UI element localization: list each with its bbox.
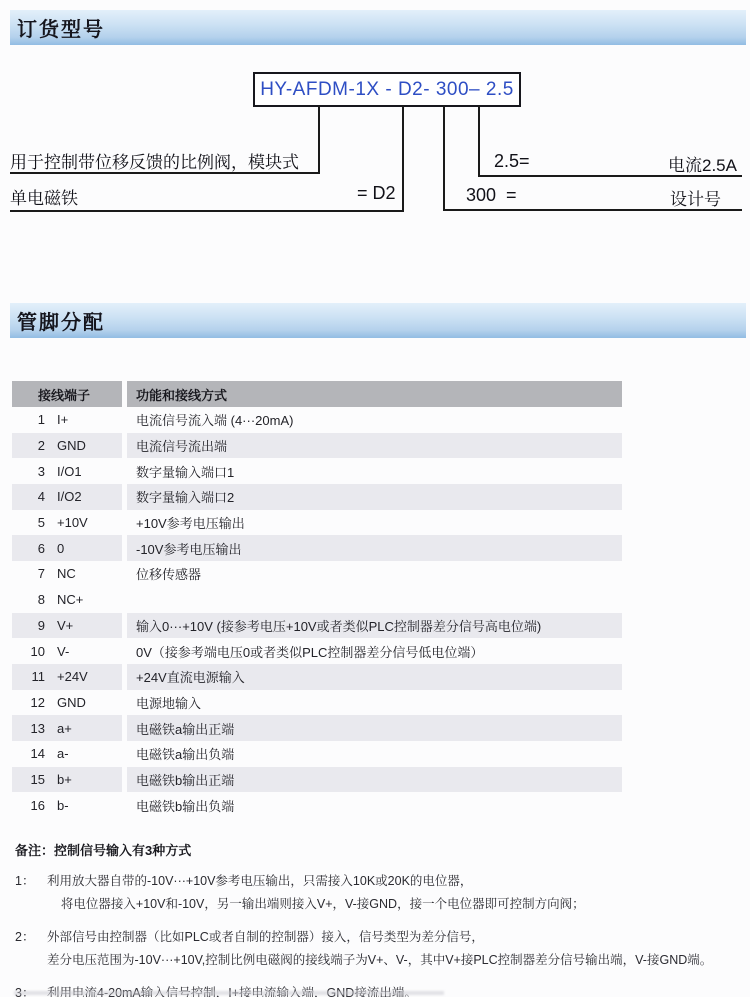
diagram-line-solenoid-horizontal [10,210,404,212]
pin-cell [12,664,122,690]
label-design-code: 300 = [466,185,517,205]
note-number: 1： [15,874,35,888]
pin-function: 电磁铁b输出负端 [136,798,235,814]
pin-table-body [12,407,622,818]
pin-number: 15 [30,771,45,787]
pin-name: GND [57,694,86,710]
note-text [47,870,585,916]
pin-function: 电源地输入 [136,695,202,711]
pin-name: b- [57,797,69,813]
pin-name: NC [57,566,76,582]
table-row [12,510,622,536]
pin-name: I/O1 [57,463,82,479]
pin-number: 2 [37,438,45,454]
pin-function: 电流信号流出端 [127,433,622,459]
section-title-pins: 管脚分配 [17,312,105,334]
table-row [12,587,622,613]
notes-list [15,870,739,997]
pin-function: 输入0···+10V (接参考电压+10V或者类似PLC控制器差分信号高电位端) [127,613,622,639]
pin-cell [12,587,122,613]
pin-number: 9 [37,617,45,633]
pin-function: 0V（接参考端电压0或者类似PLC控制器差分信号低电位端） [136,644,484,660]
pin-number: 11 [31,669,45,685]
pin-number: 10 [30,643,45,659]
pin-cell [12,715,122,741]
pin-table-header [12,381,622,407]
note-item [15,926,739,972]
table-row [12,715,622,741]
pin-number: 16 [30,797,45,813]
pin-name: a- [57,746,69,762]
table-row [12,433,622,459]
pin-function: 位移传感器 [136,567,202,583]
pin-number: 8 [37,592,45,608]
table-row [12,561,622,587]
pin-function [127,587,622,613]
pin-function: 电磁铁a输出负端 [136,747,235,763]
label-current-value: 电流2.5A [668,156,737,175]
diagram-line-valve-vertical [318,105,320,174]
pin-cell [12,741,122,767]
table-row [12,484,622,510]
pin-name: V- [57,643,70,659]
table-row [12,613,622,639]
notes-heading: 备注：控制信号输入有3种方式 [15,843,192,858]
column-header-pin: 接线端子 [12,381,122,407]
scan-artifact [14,991,444,995]
table-row [12,664,622,690]
label-valve-description: 用于控制带位移反馈的比例阀，模块式 [10,153,299,172]
label-solenoid-code: = D2 [357,183,396,203]
diagram-line-design-vertical [443,105,445,211]
pin-cell [12,690,122,716]
pin-number: 13 [30,720,45,736]
pin-function: -10V参考电压输出 [127,535,622,561]
label-current-code: 2.5= [494,151,530,171]
note-item [15,870,739,916]
note-line: 外部信号由控制器（比如PLC或者自制的控制器）接入，信号类型为差分信号， [47,930,484,944]
column-header-function: 功能和接线方式 [127,381,622,407]
pin-number: 6 [37,540,45,556]
table-row [12,407,622,433]
pin-cell [12,484,122,510]
pin-cell [12,535,122,561]
table-row [12,535,622,561]
pin-name: V+ [57,617,74,633]
table-row [12,792,622,818]
pin-name: GND [57,438,86,454]
note-text [47,926,712,972]
pin-function: 电流信号流入端 (4···20mA) [136,413,294,429]
note-number: 2： [15,930,35,944]
pin-function: +10V参考电压输出 [136,516,245,532]
table-row [12,767,622,793]
table-row [12,741,622,767]
table-row [12,458,622,484]
pin-number: 12 [30,694,45,710]
note-line: 将电位器接入+10V和-10V，另一输出端则接入V+，V-接GND，接一个电位器即可控制方向阀； [47,897,585,911]
table-row [12,638,622,664]
pin-name: b+ [57,771,72,787]
pin-cell [12,561,122,587]
pin-name: a+ [57,720,72,736]
pin-table [12,381,622,818]
pin-name: I/O2 [57,489,82,505]
label-solenoid: 单电磁铁 [10,189,78,208]
label-design-value: 设计号 [670,190,721,209]
pin-cell [12,638,122,664]
section-bar-pins [10,303,746,338]
pin-function: 电磁铁a输出正端 [127,715,622,741]
pin-name: 0 [57,540,65,556]
pin-number: 4 [37,489,45,505]
pin-cell [12,510,122,536]
pin-cell [12,613,122,639]
pin-number: 7 [37,566,45,582]
pin-function: 数字量输入端口1 [136,464,235,480]
pin-name: I+ [57,412,69,428]
diagram-line-current-vertical [478,105,480,177]
pin-cell [12,407,122,433]
pin-number: 1 [37,412,45,428]
pin-cell [12,792,122,818]
table-row [12,690,622,716]
model-code-box: HY-AFDM-1X - D2- 300– 2.5 [253,72,521,107]
section-bar-ordering [10,10,746,45]
note-line: 差分电压范围为-10V···+10V,控制比例电磁阀的接线端子为V+、V-，其中V+接PLC控制器差分信号输出端，V-接GND端。 [47,953,713,967]
note-line: 利用放大器自带的-10V···+10V参考电压输出，只需接入10K或20K的电位器， [47,874,473,888]
pin-function: 电磁铁b输出正端 [127,767,622,793]
notes-section [15,840,739,997]
pin-number: 3 [37,463,45,479]
pin-name: +10V [57,515,88,531]
pin-cell [12,433,122,459]
pin-number: 5 [37,515,45,531]
pin-number: 14 [30,746,45,762]
pin-name: NC+ [57,592,84,608]
section-title-ordering: 订货型号 [17,19,105,41]
diagram-line-solenoid-vertical [402,105,404,212]
pin-function: +24V直流电源输入 [127,664,622,690]
pin-cell [12,767,122,793]
pin-cell [12,458,122,484]
pin-name: +24V [57,669,88,685]
pin-function: 数字量输入端口2 [127,484,622,510]
